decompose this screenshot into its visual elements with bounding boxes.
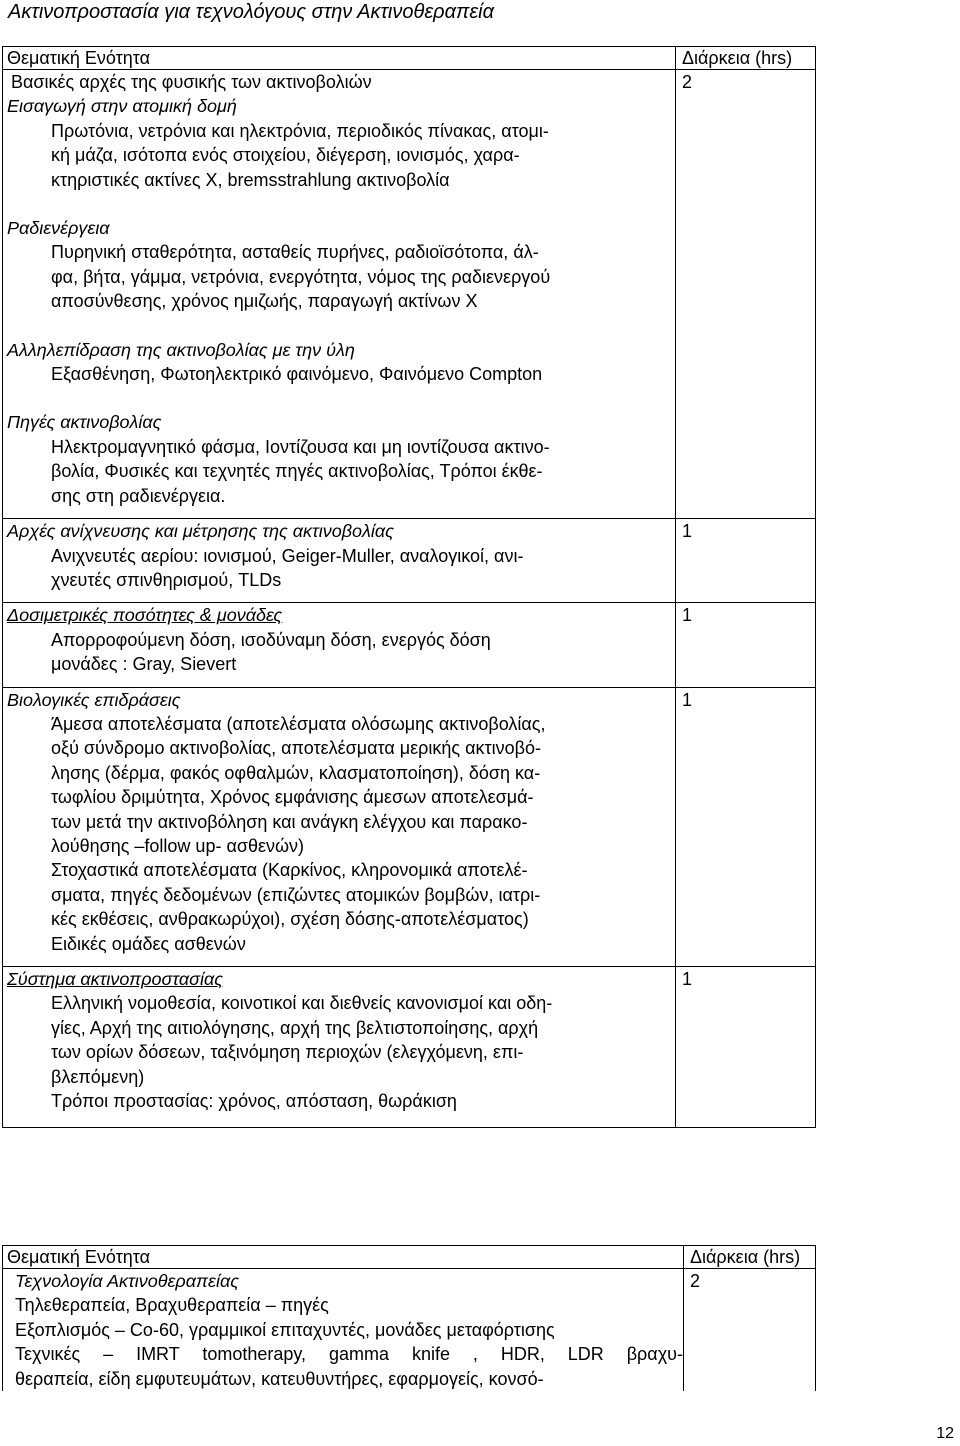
section-title: Τεχνολογία Ακτινοθεραπείας [15, 1271, 239, 1291]
section-title: Δοσιμετρικές ποσότητες & μονάδες [7, 605, 283, 626]
section-atomic-structure [7, 94, 675, 192]
section-line: Τεχνικές – IMRT tomotherapy, gamma knife , HDR, LDR βραχυ- [15, 1344, 683, 1365]
section-line: σης στη ραδιενέργεια. [51, 485, 226, 506]
section-title: Πηγές ακτινοβολίας [7, 412, 162, 433]
section-title: Βιολογικές επιδράσεις [7, 689, 181, 710]
document-title: Ακτινοπροστασία για τεχνολόγους στην Ακτινοθεραπεία [8, 1, 495, 23]
section-line: Εξασθένηση, Φωτοηλεκτρικό φαινόμενο, Φαινόμενο Compton [51, 364, 543, 385]
section-line: αποσύνθεσης, χρόνος ημιζωής, παραγωγή ακτίνων Χ [51, 291, 478, 312]
table-row [3, 687, 816, 966]
section-line: φα, βήτα, γάμμα, νετρόνια, ενεργότητα, νόμος της ραδιενεργού [51, 266, 551, 287]
duration-cell: 2 [676, 70, 816, 519]
section-line: γίες, Αρχή της αιτιολόγησης, αρχή της βελτιστοποίησης, αρχή [51, 1017, 539, 1038]
section-line: Ηλεκτρομαγνητικό φάσμα, Ιοντίζουσα και μη ιοντίζουσα ακτινο- [51, 436, 550, 457]
section-line: θεραπεία, είδη εμφυτευμάτων, κατευθυντήρες, εφαρμογείς, κονσό- [15, 1368, 544, 1389]
table-row [3, 967, 816, 1128]
section-line: Εξοπλισμός – Co-60, γραμμικοί επιταχυντές, μονάδες μεταφόρτισης [15, 1319, 555, 1340]
table-row [3, 1269, 816, 1392]
section-line: Πρωτόνια, νετρόνια και ηλεκτρόνια, περιοδικός πίνακας, ατομι- [51, 120, 549, 141]
section-protection-system [7, 967, 675, 1113]
topic-cell [3, 687, 676, 966]
section-line: Ελληνική νομοθεσία, κοινοτικοί και διεθνείς κανονισμοί και οδη- [51, 993, 553, 1014]
header-duration: Διάρκεια (hrs) [676, 47, 816, 70]
duration-cell: 1 [676, 687, 816, 966]
section-line: των ορίων δόσεων, ταξινόμηση περιοχών (ελεγχόμενη, επι- [51, 1042, 524, 1063]
topic-cell [3, 70, 676, 519]
section-line: κή μάζα, ισότοπα ενός στοιχείου, διέγερση, ιονισμός, χαρα- [51, 145, 520, 166]
section-detection [7, 519, 675, 592]
section-title: Εισαγωγή στην ατομική δομή [7, 96, 237, 117]
section-biological [7, 688, 675, 956]
header-topic: Θεματική Ενότητα [3, 1246, 684, 1269]
duration-cell: 1 [676, 603, 816, 687]
section-line: σματα, πηγές δεδομένων (επιζώντες ατομικών βομβών, ιατρι- [51, 884, 541, 905]
section-line: των μετά την ακτινοβόληση και ανάγκη ελέγχου και παρακο- [51, 811, 528, 832]
table-header-row [3, 47, 816, 70]
unit-heading: Βασικές αρχές της φυσικής των ακτινοβολιών [11, 72, 372, 92]
section-line: κές εκθέσεις, ανθρακωρύχοι), σχέση δόσης-αποτελέσματος) [51, 909, 529, 930]
course-table-1 [2, 46, 816, 1128]
section-line: Τηλεθεραπεία, Βραχυθεραπεία – πηγές [15, 1295, 329, 1316]
section-interaction [7, 338, 675, 387]
section-line: μονάδες : Gray, Sievert [51, 654, 237, 675]
section-line: Απορροφούμενη δόση, ισοδύναμη δόση, ενεργός δόση [51, 629, 491, 650]
page-number: 12 [936, 1425, 954, 1442]
header-topic: Θεματική Ενότητα [3, 47, 676, 70]
header-duration: Διάρκεια (hrs) [684, 1246, 816, 1269]
section-title: Ραδιενέργεια [7, 218, 110, 239]
topic-cell [3, 603, 676, 687]
section-radioactivity [7, 216, 675, 314]
section-sources [7, 410, 675, 508]
table-row [3, 519, 816, 603]
table-row [3, 70, 816, 519]
section-line: οξύ σύνδρομο ακτινοβολίας, αποτελέσματα μερικής ακτινοβό- [51, 738, 541, 759]
section-line: Πυρηνική σταθερότητα, ασταθείς πυρήνες, ραδιοϊσότοπα, άλ- [51, 242, 539, 263]
topic-cell [3, 967, 676, 1128]
section-line: χνευτές σπινθηρισμού, TLDs [51, 569, 282, 590]
section-title: Σύστημα ακτινοπροστασίας [7, 969, 223, 989]
section-title: Αρχές ανίχνευσης και μέτρησης της ακτινοβολίας [7, 521, 394, 542]
section-line: Ειδικές ομάδες ασθενών [51, 933, 246, 954]
section-line: βολία, Φυσικές και τεχνητές πηγές ακτινοβολίας, Τρόποι έκθε- [51, 461, 543, 482]
section-dosimetry [7, 603, 675, 676]
duration-cell: 1 [676, 519, 816, 603]
section-line: λούθησης –follow up- ασθενών) [51, 835, 305, 856]
table-row [3, 603, 816, 687]
section-title: Αλληλεπίδραση της ακτινοβολίας με την ύλη [7, 339, 355, 360]
section-line: Άμεσα αποτελέσματα (αποτελέσματα ολόσωμης ακτινοβολίας, [51, 713, 546, 734]
duration-cell: 1 [676, 967, 816, 1128]
table-header-row [3, 1246, 816, 1269]
section-line: Ανιχνευτές αερίου: ιονισμού, Geiger-Muller, αναλογικοί, ανι- [51, 545, 524, 566]
section-line: Τρόποι προστασίας: χρόνος, απόσταση, θωράκιση [51, 1091, 457, 1112]
section-line: Στοχαστικά αποτελέσματα (Καρκίνος, κληρονομικά αποτελέ- [51, 860, 528, 881]
section-line: λησης (δέρμα, φακός οφθαλμών, κλασματοποίηση), δόση κα- [51, 762, 541, 783]
topic-cell [3, 1269, 684, 1392]
section-line: κτηριστικές ακτίνες Χ, bremsstrahlung ακτινοβολία [51, 169, 450, 190]
duration-cell: 2 [684, 1269, 816, 1392]
section-line: βλεπόμενη) [51, 1066, 145, 1087]
course-table-2 [2, 1245, 816, 1391]
section-line: τωφλίου δριμύτητα, Χρόνος εμφάνισης άμεσων αποτελεσμά- [51, 787, 534, 808]
topic-cell [3, 519, 676, 603]
